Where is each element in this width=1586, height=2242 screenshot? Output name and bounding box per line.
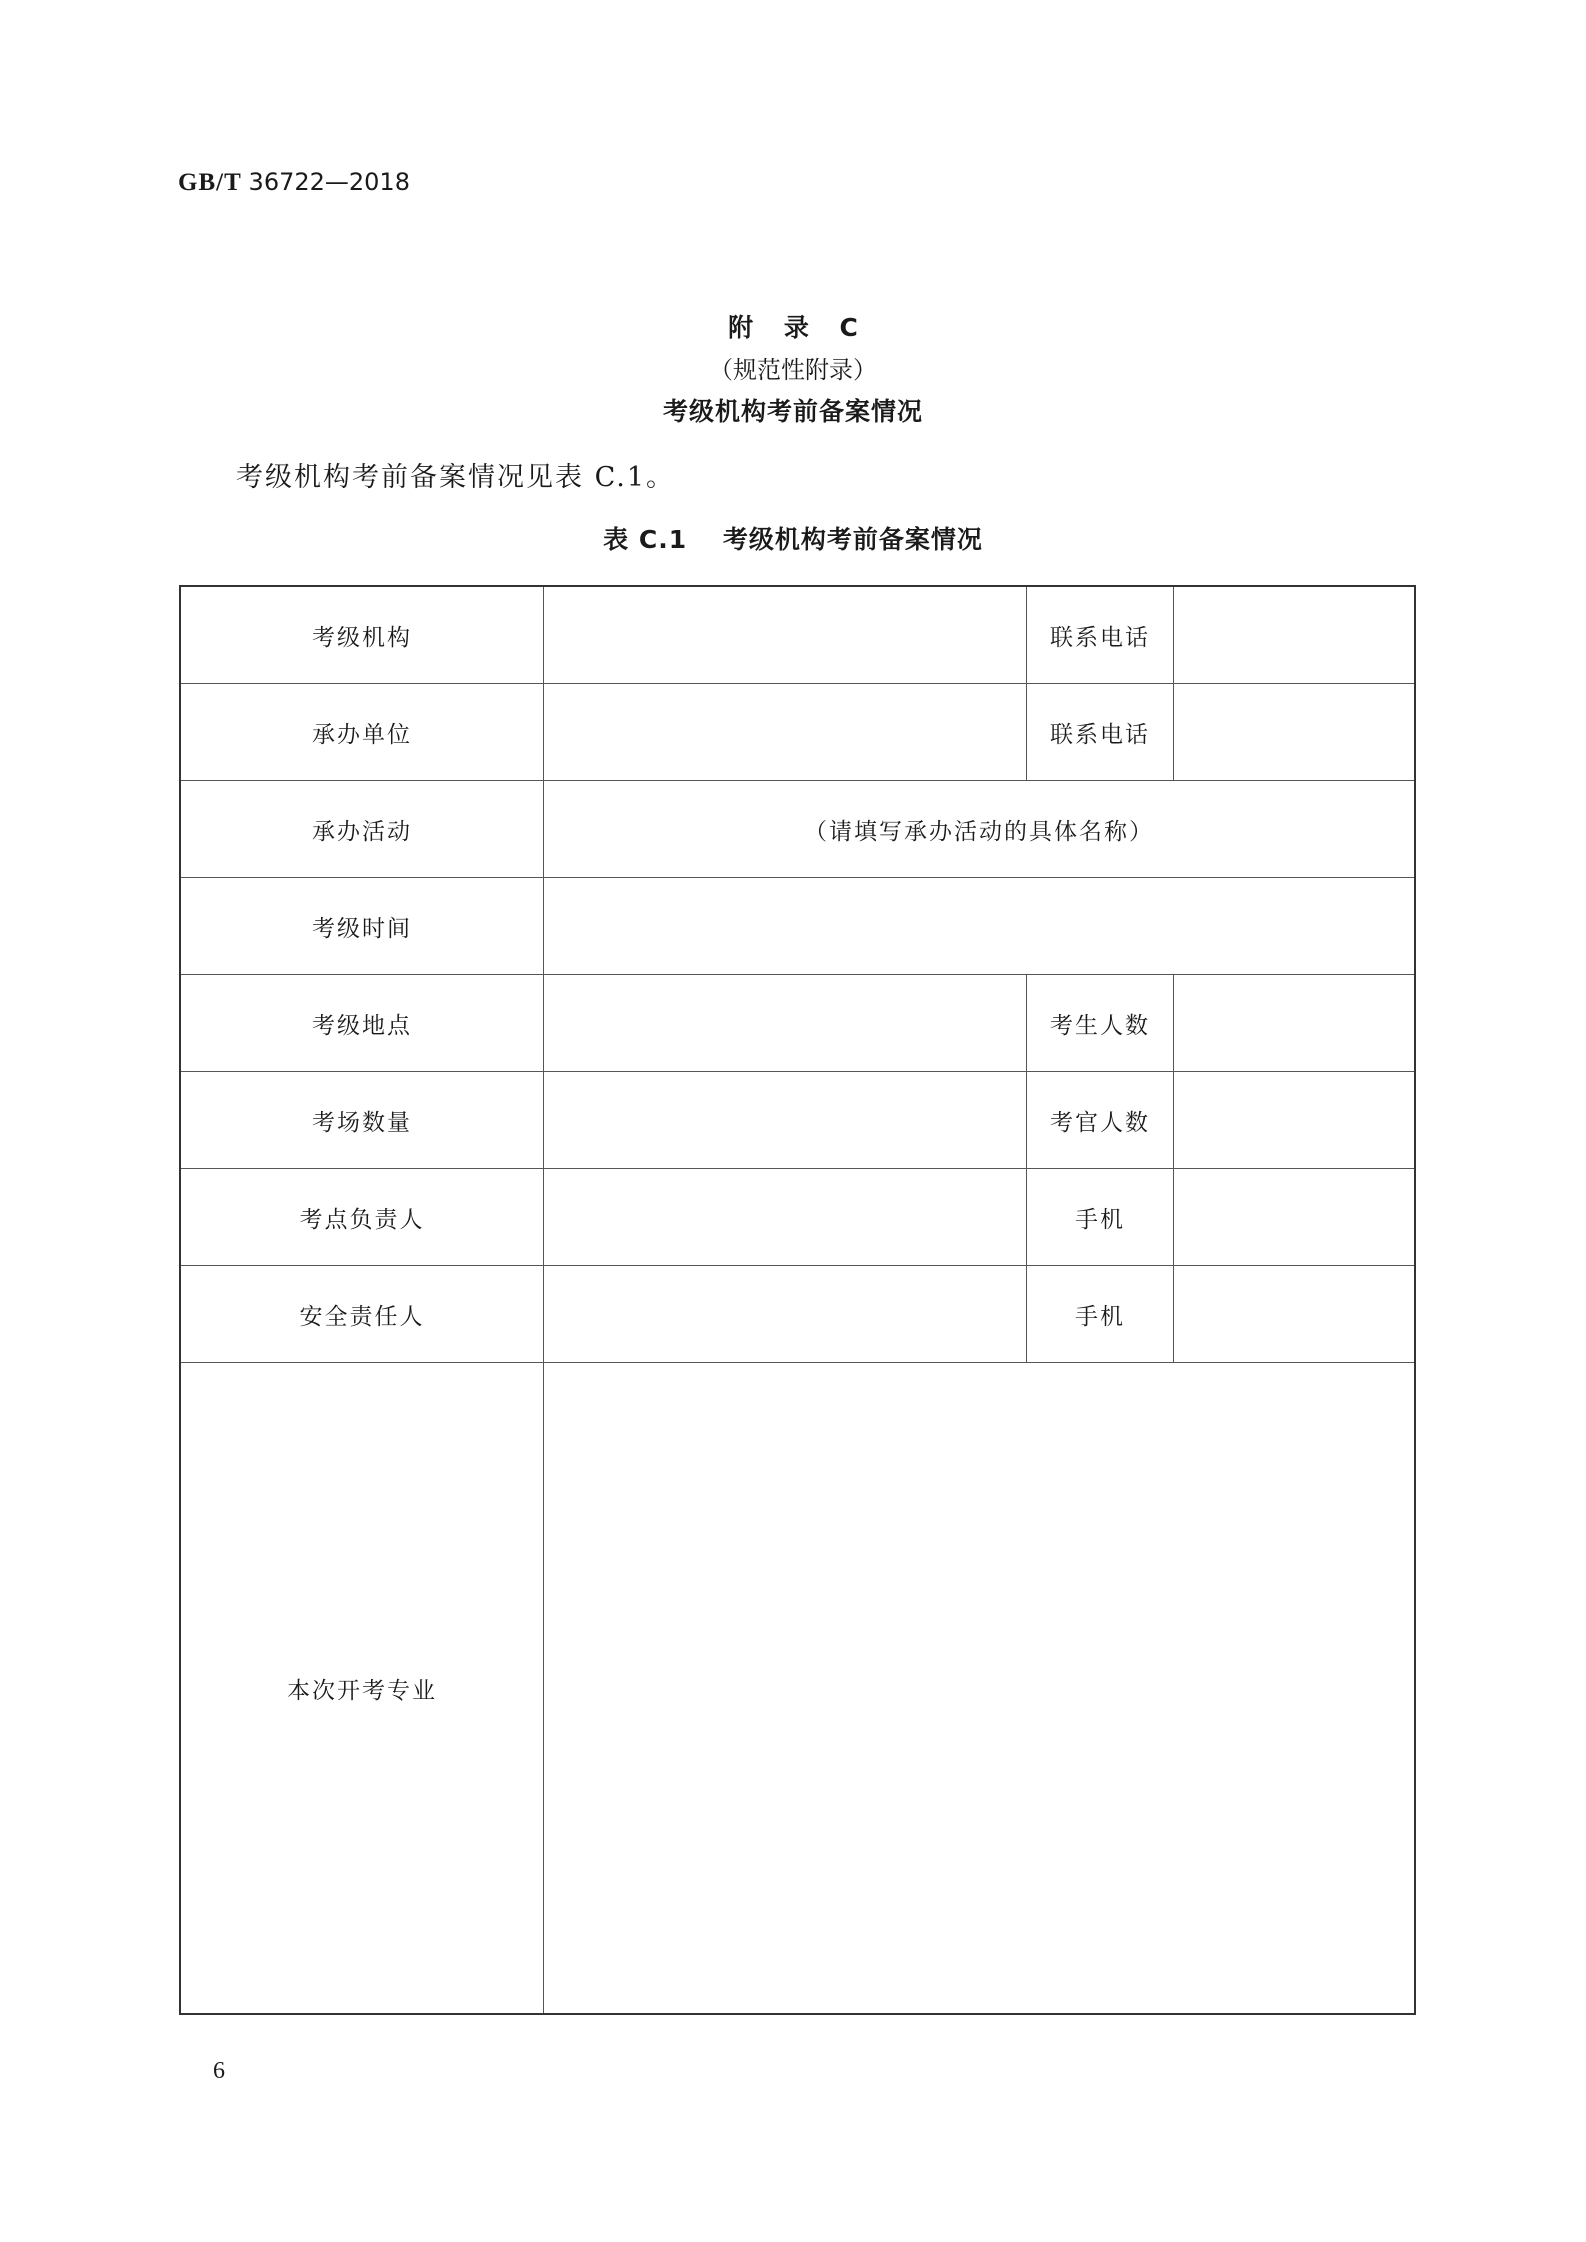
field-mobile-2[interactable] [1174,1266,1414,1362]
annex-heading: 考级机构考前备案情况 [662,397,923,426]
label-mobile-1: 手机 [1027,1169,1174,1265]
table-caption-label: 表 C.1 [603,525,688,554]
label-candidate-count: 考生人数 [1027,975,1174,1071]
table-caption-title: 考级机构考前备案情况 [722,525,983,554]
label-hosted-activity: 承办活动 [181,781,544,877]
label-safety-officer: 安全责任人 [181,1266,544,1362]
label-site-manager: 考点负责人 [181,1169,544,1265]
table-row [181,1363,1414,2013]
label-mobile-2: 手机 [1027,1266,1174,1362]
field-mobile-1[interactable] [1174,1169,1414,1265]
table-row [181,781,1414,878]
page-number: 6 [213,2058,225,2084]
label-exam-room-count: 考场数量 [181,1072,544,1168]
field-exam-institution[interactable] [544,587,1027,683]
standard-number: 36722—2018 [248,168,410,196]
table-row [181,684,1414,781]
field-safety-officer[interactable] [544,1266,1027,1362]
table-row [181,1072,1414,1169]
table-row [181,1169,1414,1266]
field-hosted-activity[interactable]: （请填写承办活动的具体名称） [804,818,1154,845]
label-exam-subjects: 本次开考专业 [181,1363,544,2013]
label-contact-phone-2: 联系电话 [1027,684,1174,780]
table-row [181,587,1414,684]
annex-title: 附 录 C [728,313,858,342]
annex-subtitle: （规范性附录） [709,356,877,384]
table-caption [0,520,1586,556]
label-host-organization: 承办单位 [181,684,544,780]
field-candidate-count[interactable] [1174,975,1414,1071]
standard-code [178,168,410,197]
label-examiner-count: 考官人数 [1027,1072,1174,1168]
table-row [181,975,1414,1072]
field-exam-subjects[interactable] [544,1363,1414,2013]
field-contact-phone-2[interactable] [1174,684,1414,780]
table-row [181,878,1414,975]
table-row [181,1266,1414,1363]
label-contact-phone-1: 联系电话 [1027,587,1174,683]
intro-paragraph: 考级机构考前备案情况见表 C.1。 [236,462,676,493]
field-exam-location[interactable] [544,975,1027,1071]
field-site-manager[interactable] [544,1169,1027,1265]
field-exam-room-count[interactable] [544,1072,1027,1168]
field-host-organization[interactable] [544,684,1027,780]
standard-prefix: GB/T [178,169,242,196]
label-exam-time: 考级时间 [181,878,544,974]
label-exam-location: 考级地点 [181,975,544,1071]
registration-form-table [179,585,1416,2015]
field-exam-time[interactable] [544,878,1414,974]
field-examiner-count[interactable] [1174,1072,1414,1168]
field-contact-phone-1[interactable] [1174,587,1414,683]
label-exam-institution: 考级机构 [181,587,544,683]
